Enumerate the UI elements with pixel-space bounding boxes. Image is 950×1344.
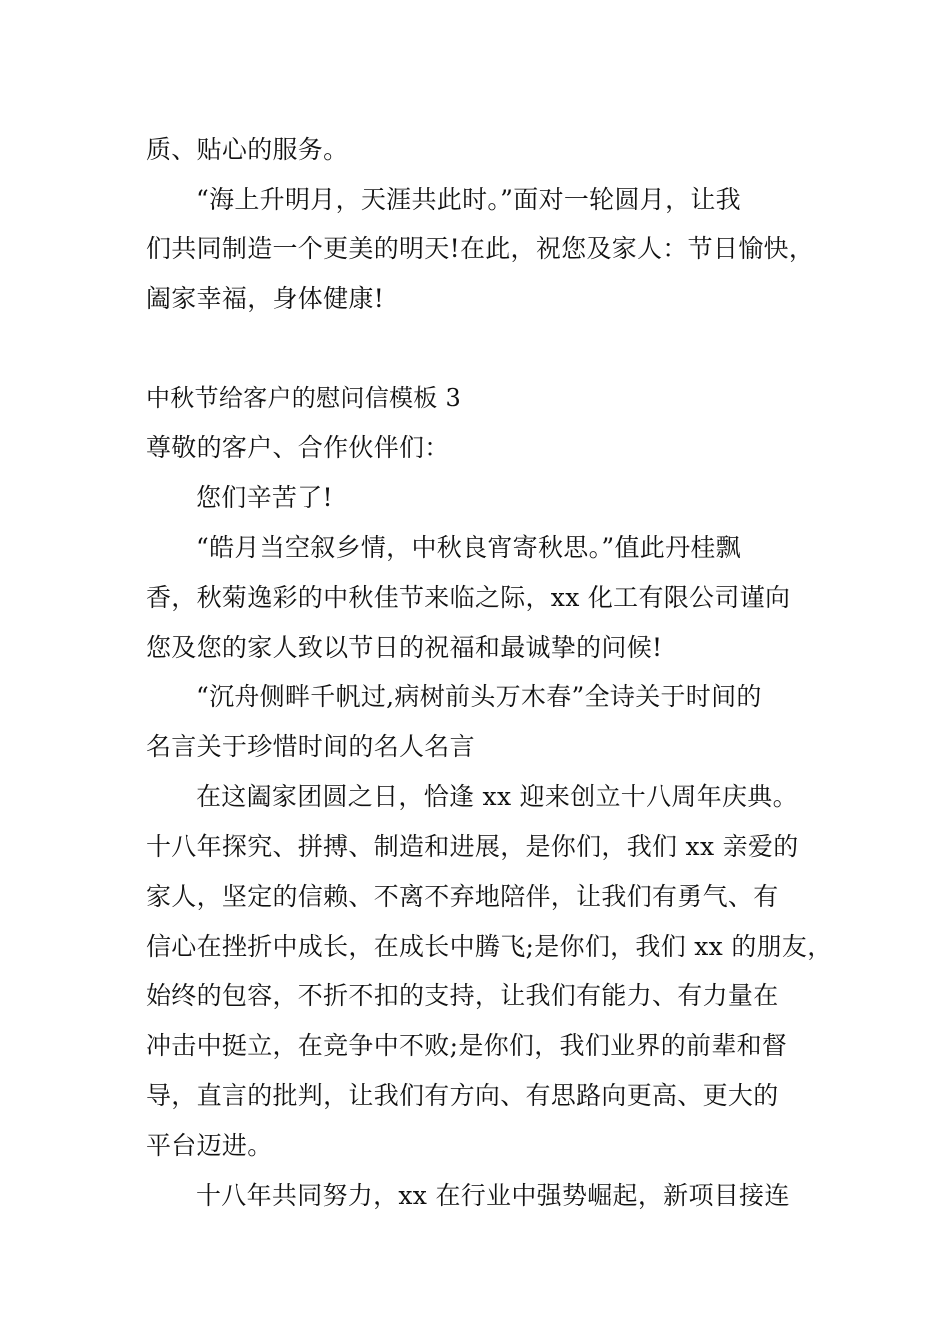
text-line: 们共同制造一个更美的明天!在此，祝您及家人：节日愉快， [146,234,815,263]
text-line: 名言关于珍惜时间的名人名言 [146,732,475,761]
salutation: 尊敬的客户、合作伙伴们： [146,433,450,462]
text-line: 香，秋菊逸彩的中秋佳节来临之际，xx 化工有限公司谨向 [146,583,791,612]
text-line: 平台迈进。 [146,1131,273,1160]
text-line: 导，直言的批判，让我们有方向、有思路向更高、更大的 [146,1081,779,1110]
text-line: 阖家幸福，身体健康! [146,284,385,313]
text-line: “皓月当空叙乡情，中秋良宵寄秋思。”值此丹桂飘 [196,533,741,562]
text-line: 始终的包容，不折不扣的支持，让我们有能力、有力量在 [146,981,779,1010]
text-line: 您及您的家人致以节日的祝福和最诚挚的问候! [146,633,663,662]
text-line: 家人，坚定的信赖、不离不弃地陪伴，让我们有勇气、有 [146,882,779,911]
text-line: 冲击中挺立，在竞争中不败;是你们，我们业界的前辈和督 [146,1031,788,1060]
section-heading: 中秋节给客户的慰问信模板 3 [146,384,462,412]
text-line: “海上升明月，天涯共此时。”面对一轮圆月，让我 [196,185,741,214]
text-line: “沉舟侧畔千帆过,病树前头万木春”全诗关于时间的 [196,682,762,711]
text-line: 您们辛苦了! [196,483,333,512]
text-line: 十八年共同努力，xx 在行业中强势崛起，新项目接连 [196,1181,790,1210]
text-line: 在这阖家团圆之日，恰逢 xx 迎来创立十八周年庆典。 [196,782,798,811]
text-line: 质、贴心的服务。 [146,135,349,164]
text-line: 十八年探究、拼搏、制造和进展，是你们，我们 xx 亲爱的 [146,832,799,861]
text-line: 信心在挫折中成长，在成长中腾飞;是你们，我们 xx 的朋友， [146,932,833,961]
